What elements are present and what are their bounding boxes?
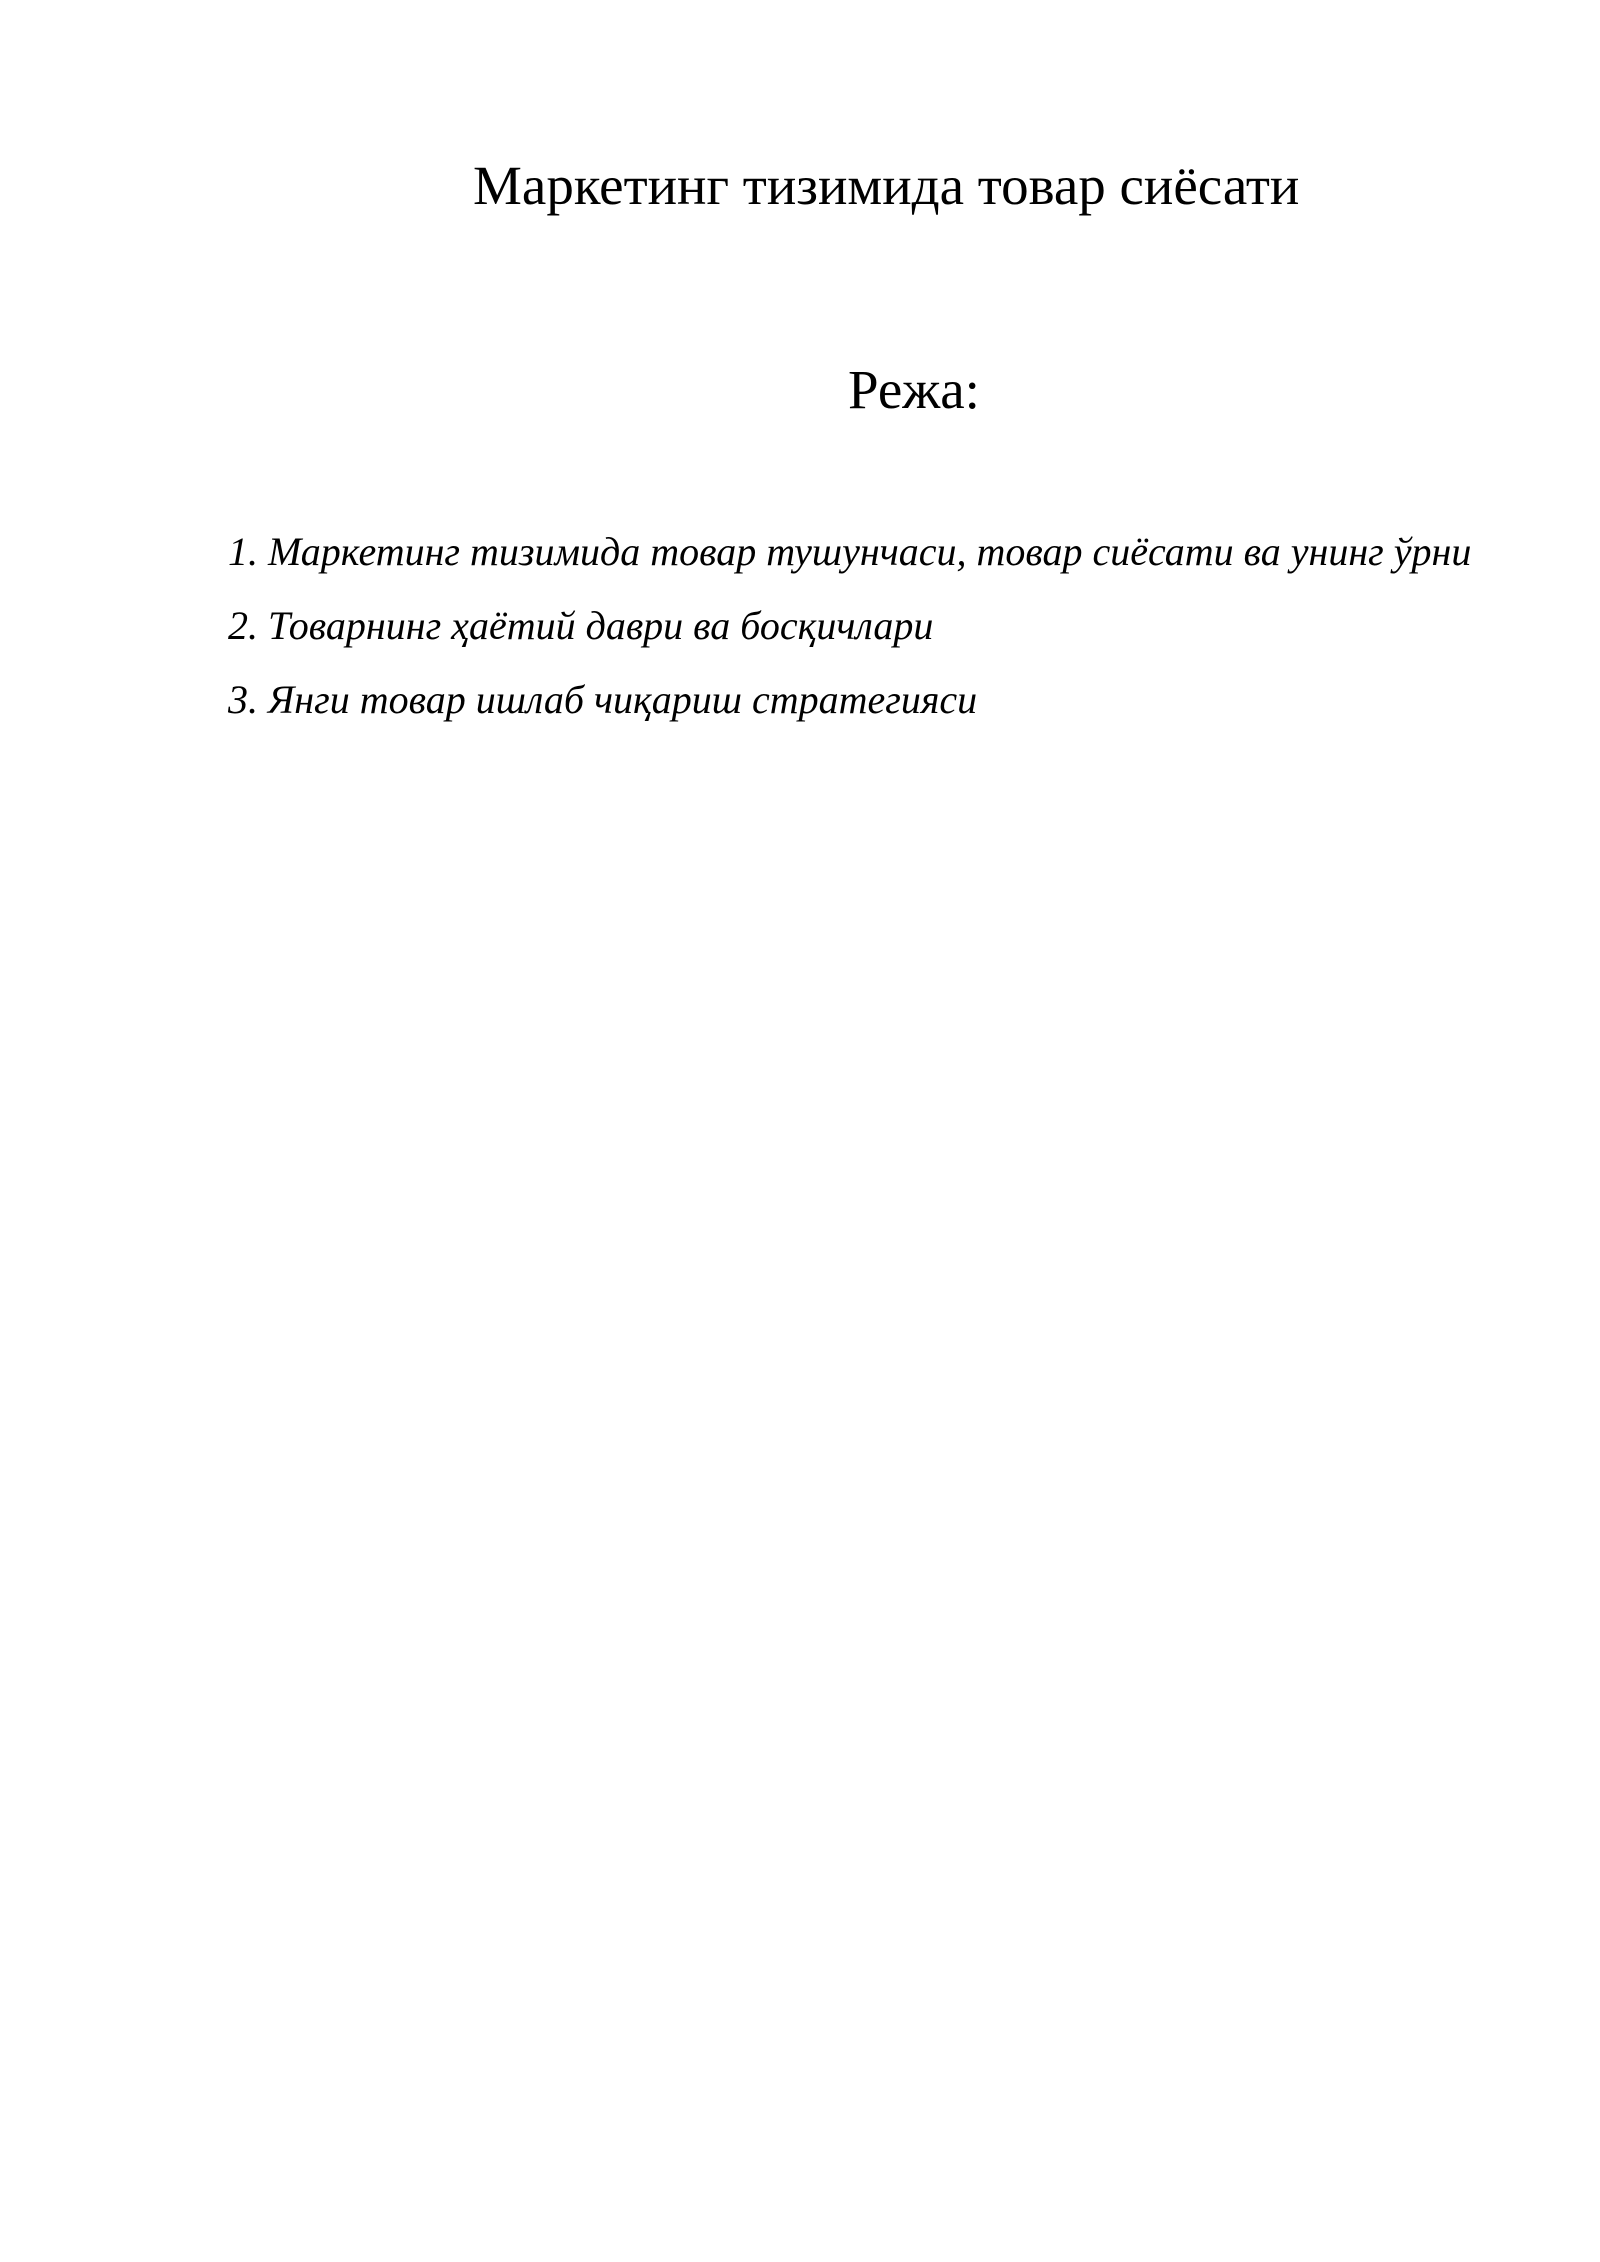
plan-item-text: Товарнинг ҳаётий даври ва босқичлари <box>268 603 934 648</box>
document-title: Маркетинг тизимида товар сиёсати <box>473 155 1300 216</box>
plan-heading: Режа: <box>848 359 980 420</box>
plan-item-text: Маркетинг тизимида товар тушунчаси, товар сиёсати ва унинг ўрни <box>268 529 1472 574</box>
plan-list <box>228 515 1528 737</box>
plan-item <box>228 589 1528 663</box>
plan-item-number: 2. <box>228 603 258 648</box>
plan-item-text: Янги товар ишлаб чиқариш стратегияси <box>268 677 978 722</box>
plan-item <box>228 515 1528 589</box>
plan-item <box>228 663 1528 737</box>
plan-item-number: 3. <box>228 677 258 722</box>
plan-item-number: 1. <box>228 529 258 574</box>
